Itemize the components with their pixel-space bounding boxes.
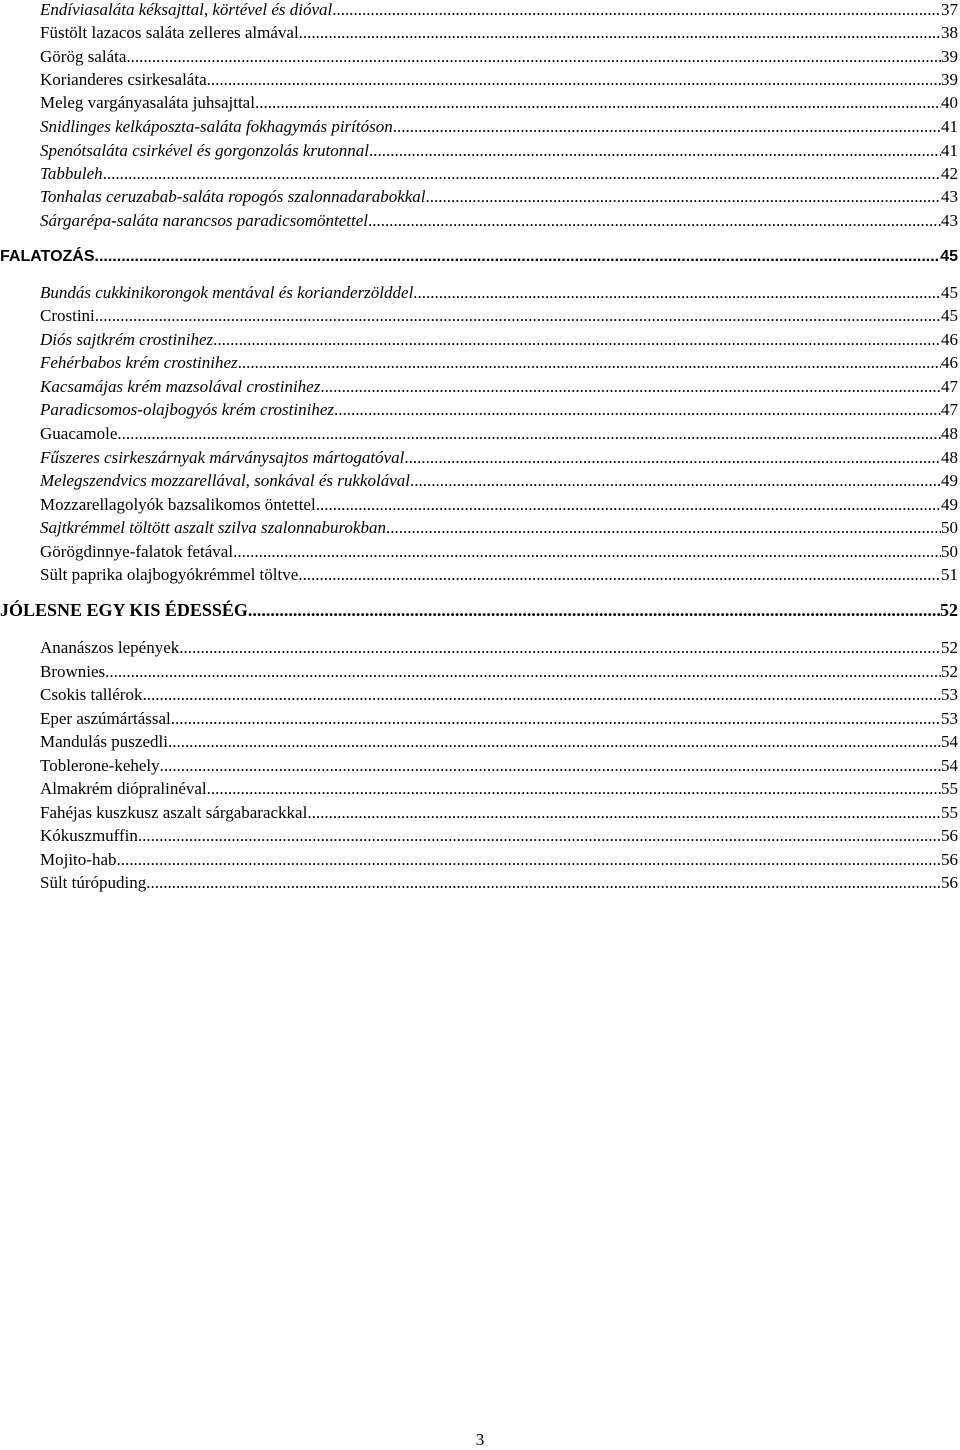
toc-entry-page: 54 [941,732,958,751]
toc-entry[interactable] [40,375,958,397]
dot-leader [103,164,941,184]
toc-entry-page: 56 [941,850,958,869]
toc-entry-title: Füstölt lazacos saláta zelleres almával [40,23,299,42]
toc-entry[interactable] [40,801,958,823]
toc-entry-page: 43 [941,187,958,206]
dot-leader [126,47,941,67]
dot-leader [95,306,941,326]
toc-entry[interactable] [40,68,958,90]
dot-leader [213,330,941,350]
toc-entry-page: 50 [941,542,958,561]
toc-entry[interactable] [40,730,958,752]
toc-entry-page: 42 [941,164,958,183]
dot-leader [238,353,941,373]
toc-entry[interactable] [40,824,958,846]
toc-entry-title: Kacsamájas krém mazsolával crostinihez [40,377,321,396]
toc-entry-title: Snidlinges kelkáposzta-saláta fokhagymás pirítóson [40,117,393,136]
toc-entry-title: Sült paprika olajbogyókrémmel töltve [40,565,299,584]
toc-entry[interactable] [40,115,958,137]
toc-entry-page: 39 [941,47,958,66]
toc-section-heading[interactable] [0,245,958,267]
toc-entry[interactable] [40,21,958,43]
toc-entry-title: Fehérbabos krém crostinihez [40,353,238,372]
toc-entry-page: 45 [940,248,958,265]
toc-entry-title: Kókuszmuffin [40,826,138,845]
dot-leader [142,685,941,705]
dot-leader [168,732,941,752]
toc-entry-title: Mandulás puszedli [40,732,168,751]
toc-entry-page: 43 [941,211,958,230]
toc-entry-page: 39 [941,70,958,89]
toc-entry[interactable] [40,848,958,870]
toc-entry[interactable] [40,304,958,326]
toc-entry-title: Meleg vargányasaláta juhsajttal [40,93,255,112]
dot-leader [179,638,941,658]
toc-entry[interactable] [40,493,958,515]
dot-leader [207,70,941,90]
toc-entry-page: 38 [941,23,958,42]
dot-leader [334,400,941,420]
toc-entry-title: Görög saláta [40,47,127,66]
toc-entry-title: Toblerone-kehely [40,756,160,775]
toc-entry-title: Fahéjas kuszkusz aszalt sárgabarackkal [40,803,308,822]
toc-entry[interactable] [40,0,958,20]
toc-entry[interactable] [40,91,958,113]
dot-leader [298,565,941,585]
toc-entry-title: Endíviasaláta kéksajttal, körtével és dióval [40,0,333,19]
toc-entry-page: 48 [941,424,958,443]
dot-leader [160,756,941,776]
toc-entry-page: 52 [940,600,958,620]
toc-entry-page: 48 [941,448,958,467]
toc-entry-page: 41 [941,141,958,160]
toc-section-heading[interactable] [0,598,958,620]
dot-leader [95,247,941,267]
toc-entry[interactable] [40,446,958,468]
toc-entry-title: Melegszendvics mozzarellával, sonkával és rukkolával [40,471,410,490]
toc-entry-page: 56 [941,826,958,845]
toc-entry-page: 45 [941,283,958,302]
dot-leader [332,0,941,20]
toc-entry-title: Korianderes csirkesaláta [40,70,207,89]
toc-entry-page: 37 [941,0,958,19]
toc-entry-title: Csokis tallérok [40,685,143,704]
dot-leader [248,600,940,620]
toc-entry[interactable] [40,351,958,373]
dot-leader [316,495,941,515]
toc-entry[interactable] [40,871,958,893]
toc-entry[interactable] [40,777,958,799]
toc-entry-title: Crostini [40,306,95,325]
dot-leader [426,187,941,207]
toc-entry[interactable] [40,754,958,776]
toc-entry[interactable] [40,281,958,303]
toc-entry-title: Diós sajtkrém crostinihez [40,330,214,349]
toc-entry-title: FALATOZÁS [0,248,95,265]
toc-entry-title: Tabbuleh [40,164,103,183]
toc-entry-page: 49 [941,471,958,490]
toc-entry[interactable] [40,209,958,231]
toc-entry[interactable] [40,516,958,538]
dot-leader [117,850,942,870]
page-number: 3 [475,1430,485,1449]
dot-leader [404,448,941,468]
toc-entry-page: 53 [941,685,958,704]
dot-leader [386,518,941,538]
toc-entry-title: Bundás cukkinikorongok mentával és korianderzölddel [40,283,414,302]
dot-leader [369,141,941,161]
toc-entry-title: Ananászos lepények [40,638,180,657]
toc-entry[interactable] [40,660,958,682]
dot-leader [368,211,941,231]
toc-entry-title: Mozzarellagolyók bazsalikomos öntettel [40,495,316,514]
toc-entry-title: Paradicsomos-olajbogyós krém crostinihez [40,400,335,419]
toc-entry-title: Spenótsaláta csirkével és gorgonzolás krutonnal [40,141,369,160]
toc-entry-title: Guacamole [40,424,118,443]
toc-entry-page: 51 [941,565,958,584]
toc-entry-title: Sült túrópuding [40,873,147,892]
toc-entry[interactable] [40,422,958,444]
toc-entry[interactable] [40,139,958,161]
toc-entry-title: Mojito-hab [40,850,117,869]
dot-leader [233,542,941,562]
toc-entry-page: 50 [941,518,958,537]
toc-entry[interactable] [40,540,958,562]
toc-entry[interactable] [40,162,958,184]
toc-entry[interactable] [40,328,958,350]
toc-entry-page: 53 [941,709,958,728]
toc-entry[interactable] [40,185,958,207]
toc-entry-page: 52 [941,638,958,657]
dot-leader [171,709,941,729]
toc-entry-page: 46 [941,353,958,372]
toc-entry-title: Eper aszúmártással [40,709,171,728]
dot-leader [207,779,941,799]
toc-entry-page: 45 [941,306,958,325]
dot-leader [413,283,941,303]
toc-entry[interactable] [40,636,958,658]
dot-leader [138,826,941,846]
toc-entry[interactable] [40,683,958,705]
toc-entry-page: 46 [941,330,958,349]
toc-entry-page: 47 [941,377,958,396]
dot-leader [299,23,941,43]
toc-entry-title: Brownies [40,662,106,681]
toc-entry-title: Sárgarépa-saláta narancsos paradicsomöntettel [40,211,369,230]
dot-leader [320,377,941,397]
dot-leader [146,873,941,893]
toc-entry-page: 40 [941,93,958,112]
toc-entry-page: 55 [941,779,958,798]
dot-leader [105,662,941,682]
toc-entry-page: 52 [941,662,958,681]
toc-entry-title: Görögdinnye-falatok fetával [40,542,234,561]
toc-entry[interactable] [40,707,958,729]
toc-entry-page: 49 [941,495,958,514]
toc-entry-title: Fűszeres csirkeszárnyak márványsajtos mártogatóval [40,448,405,467]
toc-entry-page: 55 [941,803,958,822]
toc-entry-page: 56 [941,873,958,892]
toc-entry-title: Almakrém diópralinéval [40,779,207,798]
toc-entry[interactable] [40,563,958,585]
toc-entry[interactable] [40,469,958,491]
toc-entry-title: JÓLESNE EGY KIS ÉDESSÉG [0,600,248,620]
dot-leader [410,471,941,491]
dot-leader [307,803,941,823]
toc-entry[interactable] [40,398,958,420]
toc-entry[interactable] [40,45,958,67]
toc-entry-title: Tonhalas ceruzabab-saláta ropogós szalonnadarabokkal [40,187,426,206]
toc-entry-page: 41 [941,117,958,136]
toc-entry-page: 54 [941,756,958,775]
dot-leader [255,93,941,113]
dot-leader [393,117,941,137]
toc-entry-page: 47 [941,400,958,419]
toc-entry-title: Sajtkrémmel töltött aszalt szilva szalonnaburokban [40,518,386,537]
dot-leader [117,424,941,444]
